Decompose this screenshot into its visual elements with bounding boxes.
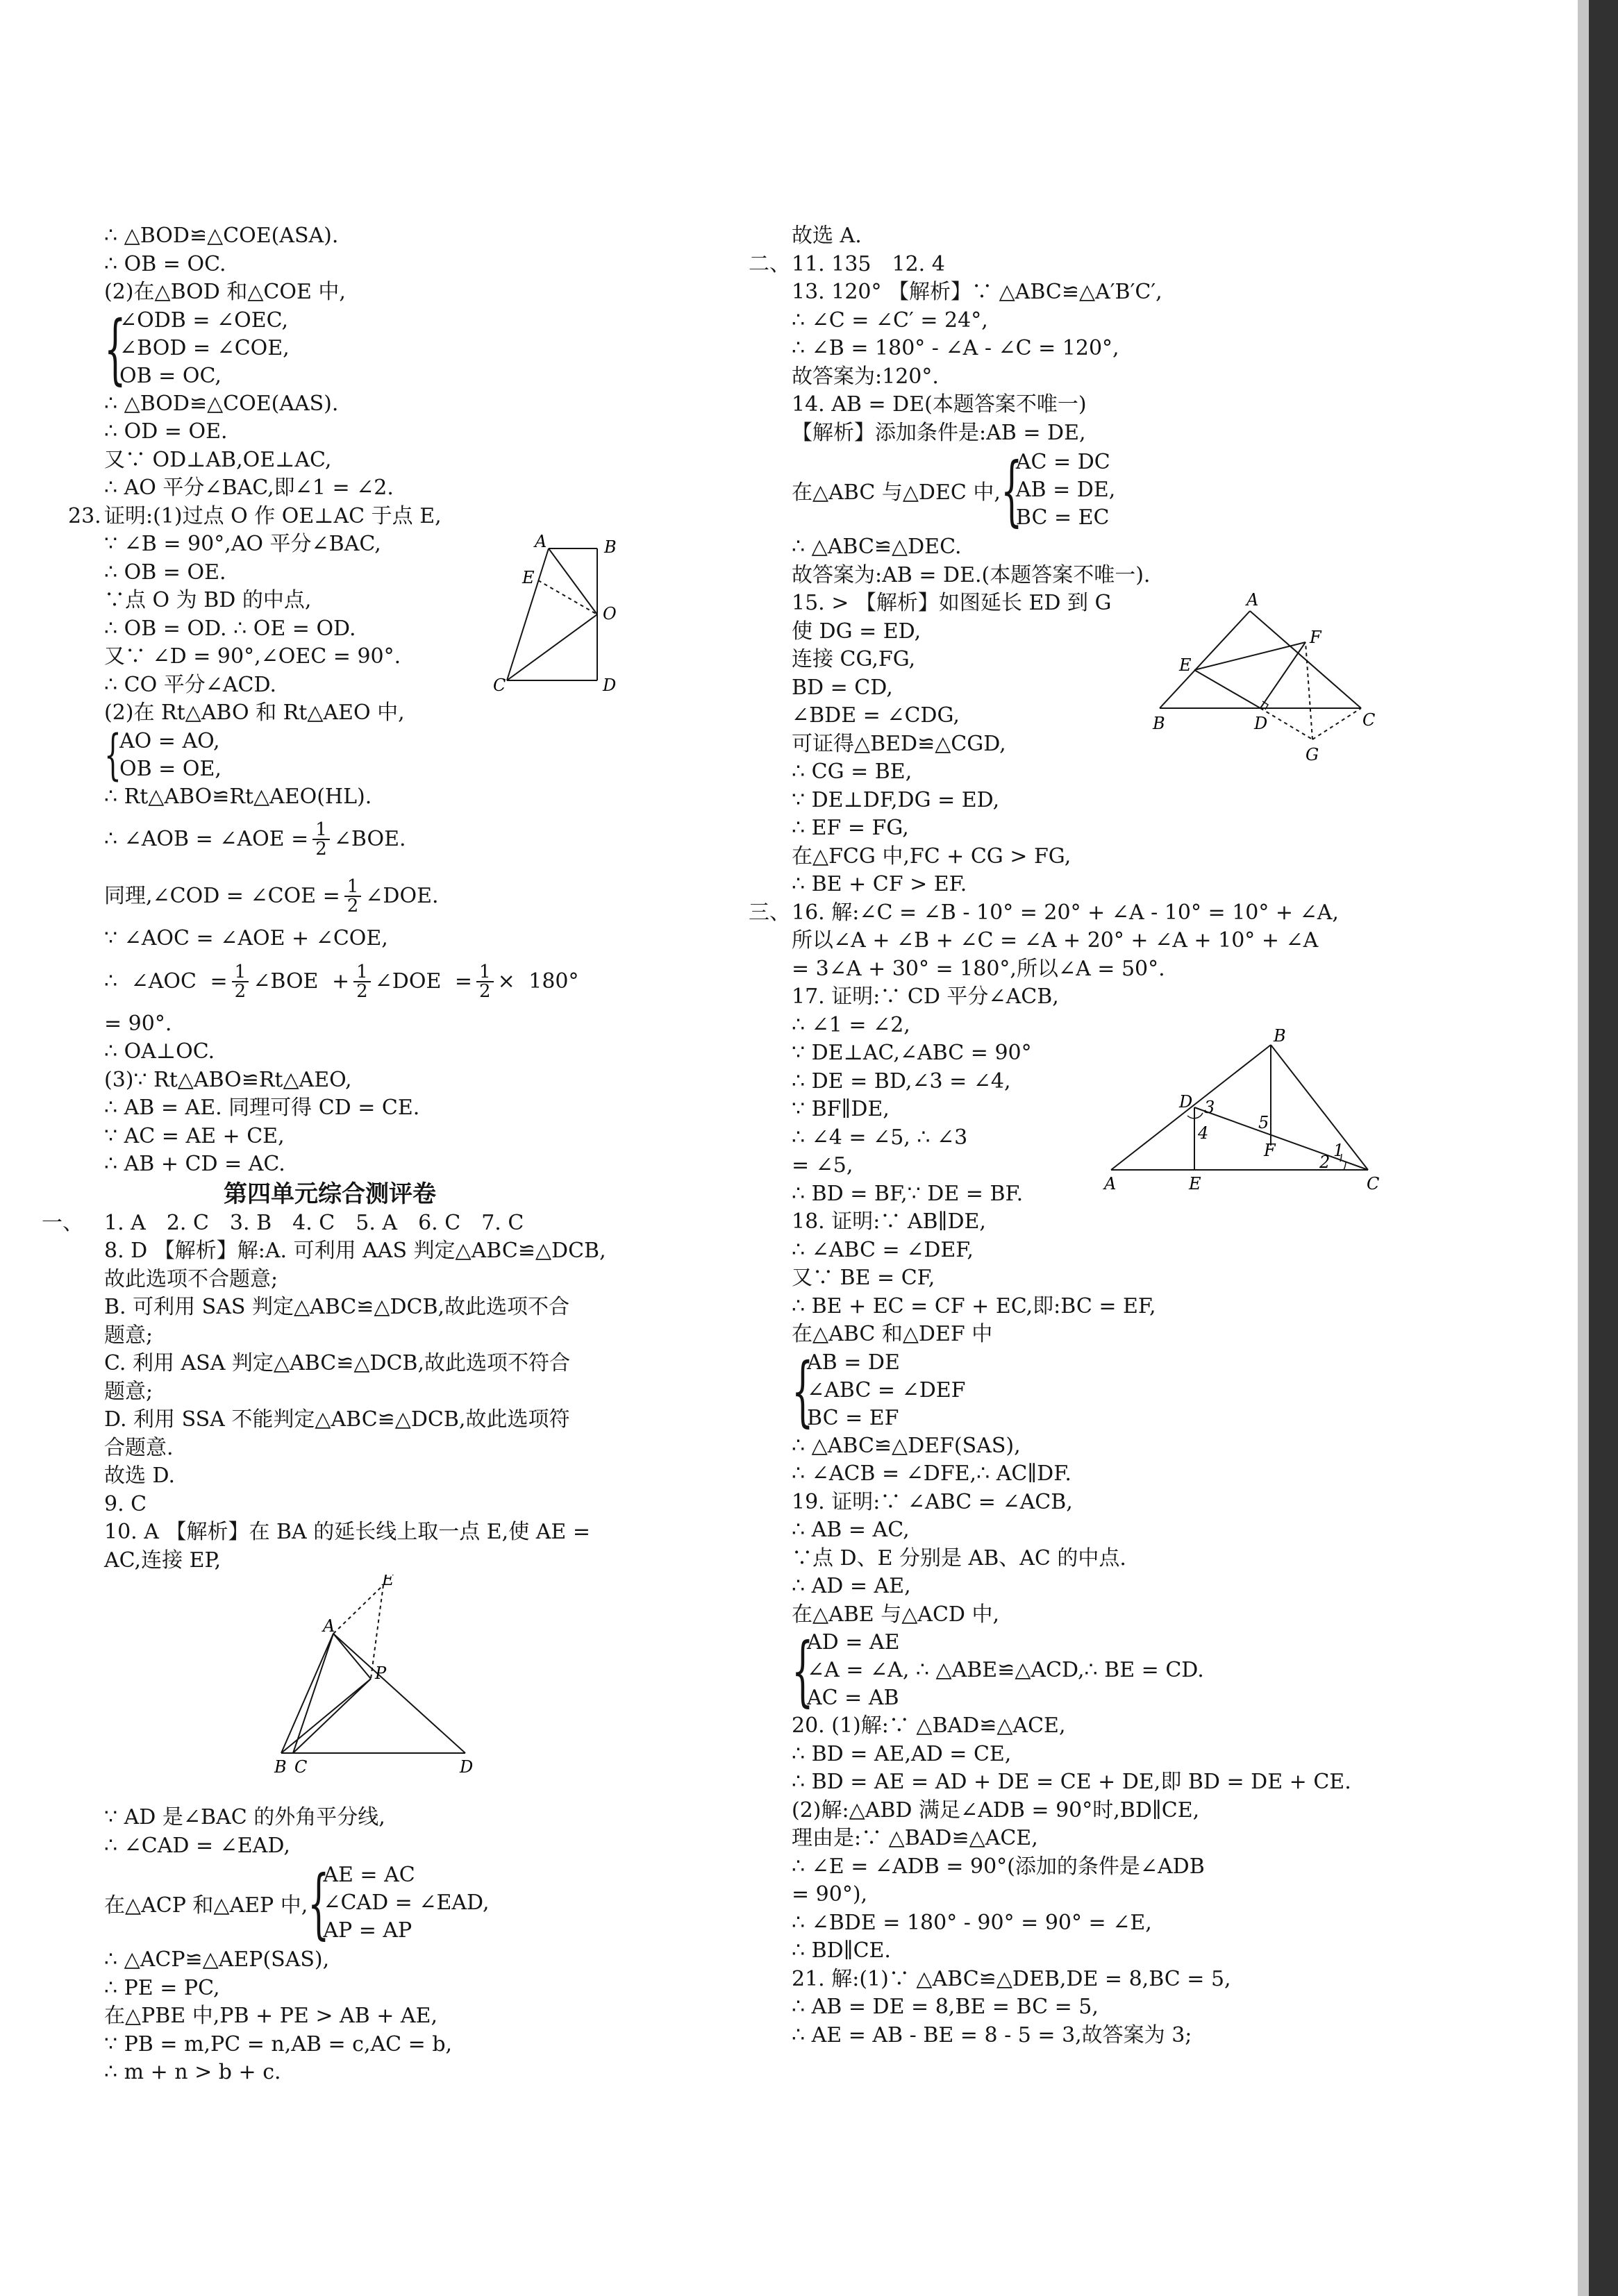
text-line: ∴ BD∥CE. — [792, 1938, 891, 1963]
fig-label-1: 1 — [1333, 1141, 1344, 1160]
text-line: ∵ AC = AE + CE, — [104, 1123, 285, 1148]
left-brace: { — [104, 303, 126, 393]
text-line: 在△PBE 中,PB + PE > AB + AE, — [104, 2004, 438, 2028]
text-line: 16. 解:∠C = ∠B - 10° = 20° + ∠A - 10° = 10° + ∠A, — [792, 900, 1339, 925]
text-line: ∴ BE + EC = CF + EC,即:BC = EF, — [792, 1293, 1156, 1318]
section-number: 一、 — [42, 1210, 83, 1235]
text-line: 又∵ ∠D = 90°,∠OEC = 90°. — [104, 644, 401, 669]
equation: AC = DC — [1015, 450, 1110, 474]
text-line: ∴ OB = OD. ∴ OE = OD. — [104, 616, 356, 641]
text-line: (3)∵ Rt△ABO≌Rt△AEO, — [104, 1067, 352, 1092]
text-line: ∵ ∠AOC = ∠AOE + ∠COE, — [104, 926, 388, 950]
fig-label-o: O — [603, 604, 617, 623]
question-11-12 — [749, 251, 1375, 279]
fraction — [232, 963, 249, 1000]
text-line: ∴ △ACP≌△AEP(SAS), — [104, 1947, 330, 1972]
text-line: 17. 证明:∵ CD 平分∠ACB, — [792, 984, 1059, 1009]
equation: BC = EF — [807, 1405, 899, 1430]
fig-label-b: B — [274, 1757, 287, 1777]
text-span: ∠BOE + — [253, 969, 350, 994]
fig-label-d: D — [1179, 1092, 1193, 1112]
text-line: 11. 135 12. 4 — [792, 251, 945, 276]
denominator: 2 — [479, 980, 491, 1002]
fig-label-b: B — [1274, 1026, 1286, 1046]
denominator: 2 — [234, 980, 247, 1002]
text-line: ∴ ∠B = 180° - ∠A - ∠C = 120°, — [792, 336, 1119, 360]
text-line: ∵ ∠B = 90°,AO 平分∠BAC, — [104, 532, 381, 556]
text-line: ∴ ∠BDE = 180° - 90° = 90° = ∠E, — [792, 1910, 1152, 1935]
text-line: 18. 证明:∵ AB∥DE, — [792, 1209, 986, 1234]
text-line: 20. (1)解:∵ △BAD≌△ACE, — [792, 1713, 1066, 1738]
text-line: ∴ OA⊥OC. — [104, 1039, 215, 1064]
text-line: ∴ ∠CAD = ∠EAD, — [104, 1833, 290, 1858]
fraction-line — [104, 953, 660, 1010]
text-line: ∴ m + n > b + c. — [104, 2060, 281, 2084]
fig-label-a: A — [323, 1616, 335, 1636]
fraction-line — [104, 811, 660, 868]
section-number: 二、 — [749, 251, 790, 276]
text-line: 8. D 【解析】解:A. 可利用 AAS 判定△ABC≌△DCB, — [104, 1239, 606, 1263]
text-line: ∴ OB = OC. — [104, 251, 226, 276]
text-line: 又∵ OD⊥AB,OE⊥AC, — [104, 447, 332, 472]
text-line: ∴ AO 平分∠BAC,即∠1 = ∠2. — [104, 476, 394, 500]
fig-label-4: 4 — [1198, 1123, 1209, 1143]
question-number: 23. — [68, 503, 101, 528]
fraction — [353, 963, 371, 1000]
text-line: 1. A 2. C 3. B 4. C 5. A 6. C 7. C — [104, 1210, 524, 1235]
fig-label-e: E — [382, 1575, 394, 1589]
text-line: 可证得△BED≌△CGD, — [792, 731, 1006, 756]
text-line: ∴ ∠E = ∠ADB = 90°(添加的条件是∠ADB — [792, 1854, 1205, 1879]
text-line: 证明:(1)过点 O 作 OE⊥AC 于点 E, — [104, 503, 442, 528]
text-line: 在△FCG 中,FC + CG > FG, — [792, 844, 1071, 869]
fig-label-c: C — [1367, 1174, 1380, 1193]
text-line: 19. 证明:∵ ∠ABC = ∠ACB, — [792, 1489, 1073, 1514]
equation: AE = AC — [323, 1863, 415, 1887]
text-line: 21. 解:(1)∵ △ABC≌△DEB,DE = 8,BC = 5, — [792, 1966, 1231, 1991]
text-line: ∴ AD = AE, — [792, 1574, 911, 1598]
text-line: 所以∠A + ∠B + ∠C = ∠A + 20° + ∠A + 10° + ∠A — [792, 928, 1319, 953]
text-line: = 90°), — [792, 1882, 868, 1907]
equation: AB = DE — [807, 1350, 900, 1375]
text-line: 又∵ BE = CF, — [792, 1266, 935, 1290]
text-line: 合题意. — [104, 1435, 174, 1460]
text-line: ∵ PB = m,PC = n,AB = c,AC = b, — [104, 2031, 453, 2056]
text-line: ∴ BD = BF,∵ DE = BF. — [792, 1181, 1024, 1206]
text-line: 连接 CG,FG, — [792, 647, 916, 671]
text-line: B. 可利用 SAS 判定△ABC≌△DCB,故此选项不合 — [104, 1295, 570, 1319]
text-line: 故选 A. — [792, 224, 862, 248]
fig-label-a: A — [535, 535, 547, 551]
text-line: ∴ ∠C = ∠C′ = 24°, — [792, 308, 988, 333]
question-23 — [68, 503, 660, 531]
fig-label-5: 5 — [1258, 1113, 1269, 1132]
section-title: 第四单元综合测评卷 — [224, 1180, 436, 1208]
equation: AO = AO, — [119, 728, 220, 753]
fig-label-3: 3 — [1204, 1098, 1215, 1117]
equation: AC = AB — [807, 1686, 899, 1710]
text-line: = ∠5, — [792, 1153, 853, 1178]
numerator: 1 — [232, 963, 249, 982]
text-line: 在△ABC 和△DEF 中 — [792, 1322, 993, 1346]
equation-line — [792, 447, 1375, 533]
text-line: ∴ △BOD≌△COE(ASA). — [104, 224, 339, 248]
question-1-7 — [42, 1209, 660, 1238]
fig-label-c: C — [294, 1757, 308, 1777]
text-line: ∴ ∠4 = ∠5, ∴ ∠3 — [792, 1125, 968, 1150]
fig-label-c: C — [1362, 710, 1375, 730]
text-line: ∴ BD = AE = AD + DE = CE + DE,即 BD = DE + CE. — [792, 1770, 1351, 1794]
text-line: ∵ BF∥DE, — [792, 1097, 890, 1121]
text-line: 13. 120° 【解析】∵ △ABC≌△A′B′C′, — [792, 280, 1162, 304]
equation-system — [1000, 446, 1116, 535]
fig-label-a: A — [1104, 1174, 1117, 1193]
equation-system — [792, 1626, 1375, 1715]
equation: ∠BOD = ∠COE, — [119, 335, 290, 360]
equation-system — [104, 303, 660, 393]
fig-label-e: E — [1189, 1174, 1201, 1193]
text-span: ∠DOE. — [365, 884, 439, 908]
numerator: 1 — [312, 821, 330, 840]
text-line: 故答案为:AB = DE.(本题答案不唯一). — [792, 562, 1151, 587]
text-line: ∵ DE⊥DF,DG = ED, — [792, 787, 1000, 812]
fraction-line — [104, 868, 660, 925]
text-line: (2)在 Rt△ABO 和 Rt△AEO 中, — [104, 701, 405, 725]
text-line: 在△ABE 与△ACD 中, — [792, 1602, 1000, 1627]
text-line: = 3∠A + 30° = 180°,所以∠A = 50°. — [792, 956, 1165, 981]
text-line: = 90°. — [104, 1011, 172, 1036]
text-line: 14. AB = DE(本题答案不唯一) — [792, 392, 1087, 417]
text-line: ∴ OD = OE. — [104, 419, 228, 444]
numerator: 1 — [353, 963, 371, 982]
equation: ∠ODB = ∠OEC, — [119, 308, 289, 333]
fraction — [344, 878, 362, 915]
text-line: 【解析】添加条件是:AB = DE, — [792, 420, 1086, 445]
question-16 — [749, 899, 1375, 928]
right-column — [749, 222, 1380, 2050]
denominator: 2 — [356, 980, 368, 1002]
text-span: 在△ACP 和△AEP 中, — [104, 1893, 308, 1918]
fig-label-b: B — [1153, 714, 1165, 733]
fig-label-e: E — [522, 568, 535, 587]
figure-15 — [1139, 590, 1375, 764]
text-line: ∴ CO 平分∠ACD. — [104, 672, 276, 697]
text-line: ∴ AE = AB - BE = 8 - 5 = 3,故答案为 3; — [792, 2022, 1192, 2047]
equation-system — [792, 1346, 1375, 1435]
fig-label-d: D — [603, 676, 617, 694]
text-span: ∴ ∠AOC = — [104, 969, 228, 994]
text-line: ∴ AB = AE. 同理可得 CD = CE. — [104, 1096, 420, 1120]
text-line: ∵点 D、E 分别是 AB、AC 的中点. — [792, 1545, 1126, 1570]
text-span: 在△ABC 与△DEC 中, — [792, 480, 1001, 505]
fig-label-c: C — [493, 676, 506, 694]
text-line: ∴ BE + CF > EF. — [792, 872, 967, 896]
denominator: 2 — [315, 839, 327, 860]
text-line: 理由是:∵ △BAD≌△ACE, — [792, 1826, 1038, 1850]
equation: ∠A = ∠A, ∴ △ABE≌△ACD,∴ BE = CD. — [807, 1658, 1204, 1682]
fig-label-2: 2 — [1319, 1153, 1331, 1172]
text-line: ∴ ∠ABC = ∠DEF, — [792, 1237, 974, 1262]
equation: AD = AE — [807, 1630, 900, 1654]
text-span: ∴ ∠AOB = ∠AOE = — [104, 827, 309, 851]
text-line: ∵ DE⊥AC,∠ABC = 90° — [792, 1041, 1032, 1065]
text-line: 故选 D. — [104, 1464, 176, 1488]
text-line: ∴ EF = FG, — [792, 816, 909, 840]
equation-system — [104, 723, 660, 787]
equation: BC = EC — [1015, 505, 1110, 530]
text-line: ∴ △ABC≌△DEF(SAS), — [792, 1433, 1021, 1458]
equation-system — [308, 1861, 489, 1945]
fig-label-e: E — [1179, 655, 1192, 675]
text-line: ∴ △ABC≌△DEC. — [792, 535, 962, 559]
text-line: ∵点 O 为 BD 的中点, — [104, 588, 312, 612]
page-edge-shadow — [1589, 0, 1618, 2296]
fig-label-a: A — [1246, 590, 1259, 610]
text-line: 10. A 【解析】在 BA 的延长线上取一点 E,使 AE = — [104, 1520, 590, 1544]
numerator: 1 — [344, 878, 362, 897]
page-edge-gradient — [1578, 0, 1589, 2296]
text-line: (2)在△BOD 和△COE 中, — [104, 280, 346, 304]
text-line: 使 DG = ED, — [792, 619, 921, 644]
text-line: 故此选项不合题意; — [104, 1266, 278, 1291]
text-line: 15. > 【解析】如图延长 ED 到 G — [792, 591, 1112, 615]
equation: OB = OC, — [119, 363, 222, 388]
text-line: ∠BDE = ∠CDG, — [792, 703, 960, 728]
equation: ∠CAD = ∠EAD, — [323, 1891, 490, 1915]
text-line: BD = CD, — [792, 675, 893, 700]
text-line: ∴ AB + CD = AC. — [104, 1152, 285, 1176]
text-line: ∴ PE = PC, — [104, 1975, 220, 2000]
left-brace: { — [308, 1859, 330, 1947]
figure-23 — [493, 535, 660, 694]
fig-label-d: D — [1254, 714, 1268, 733]
text-line: ∴ AB = AC, — [792, 1518, 910, 1542]
text-span: 同理,∠COD = ∠COE = — [104, 884, 340, 908]
figure-10-container — [104, 1575, 660, 1804]
text-line: 题意; — [104, 1379, 153, 1404]
equation-line — [104, 1860, 660, 1946]
fraction — [312, 821, 330, 858]
numerator: 1 — [476, 963, 494, 982]
left-brace: { — [792, 1346, 814, 1435]
fraction — [476, 963, 494, 1000]
text-line: ∵ AD 是∠BAC 的外角平分线, — [104, 1805, 385, 1829]
text-line: 故答案为:120°. — [792, 364, 939, 389]
fig-label-g: G — [1306, 745, 1319, 764]
fig-label-p: P — [375, 1664, 387, 1683]
figure-17 — [1097, 1017, 1389, 1212]
left-column — [42, 222, 660, 2087]
text-line: C. 利用 ASA 判定△ABC≌△DCB,故此选项不符合 — [104, 1351, 571, 1375]
text-span: ∠DOE = — [374, 969, 473, 994]
text-line: D. 利用 SSA 不能判定△ABC≌△DCB,故此选项符 — [104, 1407, 570, 1432]
equation: OB = OE, — [119, 756, 222, 781]
fig-label-b: B — [604, 537, 617, 557]
text-line: ∴ CG = BE, — [792, 760, 912, 784]
text-line: ∴ △BOD≌△COE(AAS). — [104, 391, 339, 416]
equation: AP = AP — [323, 1918, 412, 1943]
text-span: ∠BOE. — [333, 827, 406, 851]
denominator: 2 — [347, 896, 359, 916]
fig-label-f: F — [1310, 628, 1321, 647]
text-span: × 180° — [497, 969, 579, 994]
left-brace: { — [1000, 446, 1023, 535]
text-line: ∴ DE = BD,∠3 = ∠4, — [792, 1069, 1011, 1093]
equation: ∠ABC = ∠DEF — [807, 1377, 966, 1402]
section-number: 三、 — [749, 900, 790, 925]
text-line: (2)解:△ABD 满足∠ADB = 90°时,BD∥CE, — [792, 1798, 1200, 1822]
text-line: ∴ ∠1 = ∠2, — [792, 1012, 910, 1037]
text-line: ∴ Rt△ABO≌Rt△AEO(HL). — [104, 784, 372, 809]
text-line: 题意; — [104, 1323, 153, 1348]
text-line: ∴ AB = DE = 8,BE = BC = 5, — [792, 1995, 1099, 2019]
fig-label-d: D — [460, 1757, 474, 1777]
text-line: 9. C — [104, 1491, 147, 1516]
text-line: ∴ ∠ACB = ∠DFE,∴ AC∥DF. — [792, 1461, 1071, 1486]
text-line: ∴ BD = AE,AD = CE, — [792, 1741, 1012, 1766]
figure-10 — [104, 1575, 660, 1804]
left-brace: { — [104, 723, 122, 787]
equation: AB = DE, — [1015, 478, 1116, 502]
left-brace: { — [792, 1626, 814, 1715]
text-line: AC,连接 EP, — [104, 1548, 222, 1573]
fig-label-f: F — [1264, 1141, 1276, 1160]
text-line: ∴ OB = OE. — [104, 560, 226, 585]
